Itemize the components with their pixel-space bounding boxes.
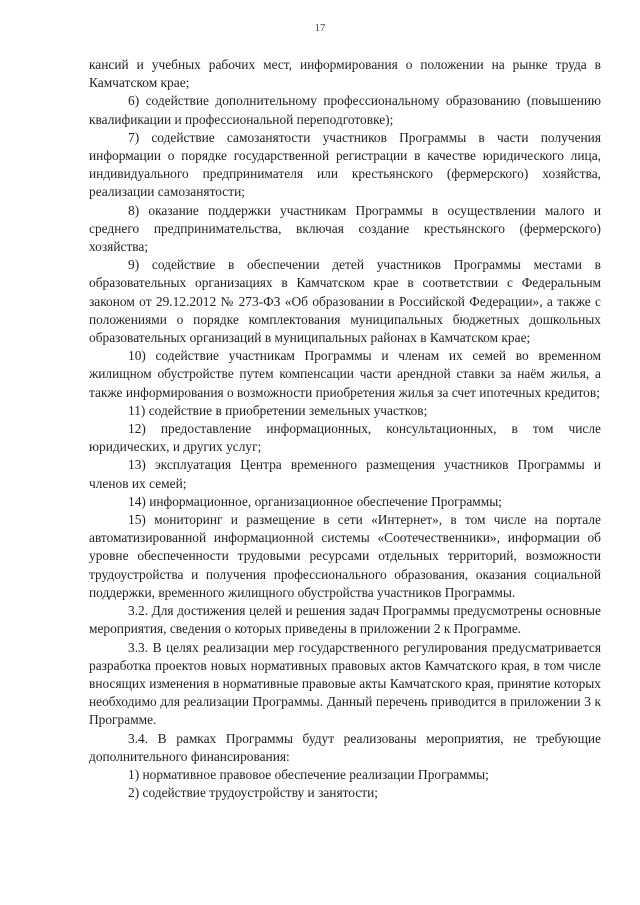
paragraph: 8) оказание поддержки участникам Программы в осуществлении малого и среднего предпринимательства, включая создание крестьянского (фермерского) хозяйства; [89,202,601,255]
paragraph: 12) предоставление информационных, консультационных, в том числе юридических, и других услуг; [89,421,601,455]
paragraph: 13) эксплуатация Центра временного размещения участников Программы и членов их семей; [89,457,601,491]
paragraph: 15) мониторинг и размещение в сети «Интернет», в том числе на портале автоматизированной информационной системы «Соотечественники», информации об уровне обеспеченности трудовыми ресурсами отдельных территорий, возможности трудоустройства и получения профессионального образования, оказания социальной поддержки, временного жилищного обустройства участников Программы. [89,512,601,600]
paragraph: 11) содействие в приобретении земельных участков; [128,402,428,418]
paragraph: 3.3. В целях реализации мер государственного регулирования предусматривается разработка проектов новых нормативных правовых актов Камчатского края, в том числе вносящих изменения в нормативные правовые акты Камчатского края, принятие которых необходимо для реализации Программы. Данный перечень приводится в приложении 3 к Программе. [89,639,601,728]
paragraph: 14) информационное, организационное обеспечение Программы; [128,493,502,509]
paragraph: 1) нормативное правовое обеспечение реализации Программы; [128,766,489,782]
paragraph: 3.4. В рамках Программы будут реализованы мероприятия, не требующие дополнительного финансирования: [89,730,601,764]
paragraph: 7) содействие самозанятости участников Программы в части получения информации о порядке государственной регистрации в качестве юридического лица, индивидуального предпринимателя или крестьянского (фермерского) хозяйства, реализации самозанятости; [89,129,601,200]
page-number: 17 [314,22,326,34]
paragraph: 9) содействие в обеспечении детей участников Программы местами в образовательных организациях в Камчатском крае в соответствии с Федеральным законом от 29.12.2012 № 273-ФЗ «Об образовании в Российской Федерации», а также с положениями о порядке комплектования муниципальных бюджетных дошкольных образовательных организаций в муниципальных районах в Камчатском крае; [89,257,601,346]
paragraph: 3.2. Для достижения целей и решения задач Программы предусмотрены основные мероприятия, сведения о которых приведены в приложении 2 к Программе. [89,603,601,637]
paragraph: 10) содействие участникам Программы и членам их семей во временном жилищном обустройстве путем компенсации части арендной ставки за наём жилья, а также информирования о возможности приобретения жилья за счет ипотечных кредитов; [89,348,601,400]
paragraph: кансий и учебных рабочих мест, информирования о положении на рынке труда в Камчатском крае; [89,57,601,91]
paragraph: 2) содействие трудоустройству и занятости; [128,785,379,801]
paragraph: 6) содействие дополнительному профессиональному образованию (повышению квалификации и профессиональной переподготовке); [89,93,601,127]
document-body [89,56,601,802]
